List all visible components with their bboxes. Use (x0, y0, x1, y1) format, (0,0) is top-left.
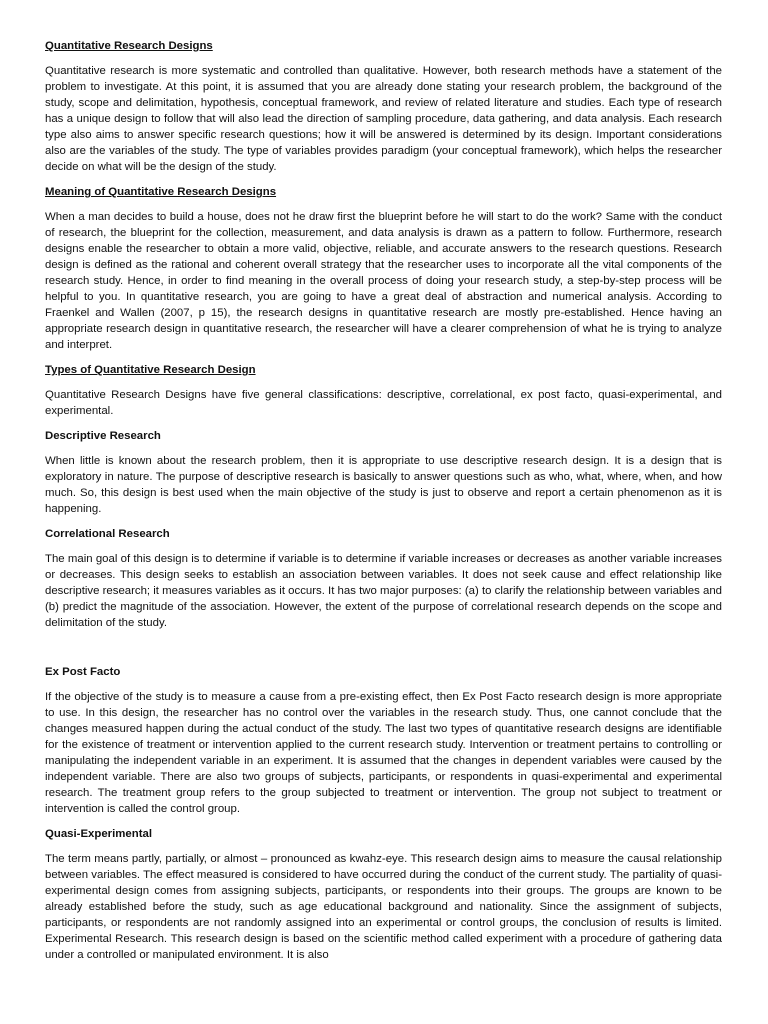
paragraph-correlational-research: The main goal of this design is to determine if variable is to determine if variable increases or decreases as another variable increases or decreases. This design seeks to establish an association between variables. It does not seek cause and effect relationship like descriptive research; it measures variables as it occurs. It has two major purposes: (a) to clarify the relationship between variables and (b) predict the magnitude of the association. However, the extent of the purpose of correlational research depends on the scope and delimitation of the study. (45, 553, 722, 629)
paragraph-descriptive-research: When little is known about the research problem, then it is appropriate to use descriptive research design. It is a design that is exploratory in nature. The purpose of descriptive research is basically to answer questions such as who, what, where, when, and how much. So, this design is best used when the main objective of the study is just to observe and report a certain phenomenon as it is happening. (45, 455, 722, 515)
paragraph-quasi-experimental: The term means partly, partially, or almost – pronounced as kwahz-eye. This research design aims to measure the causal relationship between variables. The effect measured is considered to have occurred during the conduct of the current study. The partiality of quasi-experimental design comes from assigning subjects, participants, or respondents into their groups. The groups are known to be already established before the study, such as age educational background and nationality. Since the assignment of subjects, participants, or respondents are not randomly assigned into an experimental or control groups, the conclusion of results is limited. Experimental Research. This research design is based on the scientific method called experiment with a procedure of gathering data under a controlled or manipulated environment. It is also (45, 853, 722, 961)
paragraph-types: Quantitative Research Designs have five general classifications: descriptive, correlational, ex post facto, quasi-experimental, and experimental. (45, 389, 722, 417)
paragraph-meaning: When a man decides to build a house, does not he draw first the blueprint before he will start to do the work? Same with the conduct of research, the blueprint for the collection, measurement, and data analysis is drawn as a pattern to follow. Furthermore, research designs enable the researcher to obtain a more valid, objective, reliable, and accurate answers to the research questions. Research design is defined as the rational and coherent overall strategy that the researcher uses to incorporate all the vital components of the research study. Hence, in order to find meaning in the overall process of doing your research study, a step-by-step process will be helpful to you. In quantitative research, you are going to have a great deal of abstraction and numerical analysis. According to Fraenkel and Wallen (2007, p 15), the research designs in quantitative research are mostly pre-established. Hence having an appropriate research design in quantitative research, the researcher will have a clearer comprehension of what he is trying to analyze and interpret. (45, 211, 722, 351)
vertical-gap (45, 640, 722, 664)
paragraph-ex-post-facto: If the objective of the study is to measure a cause from a pre-existing effect, then Ex Post Facto research design is more appropriate to use. In this design, the researcher has no control over the variables in the research study. Thus, one cannot conclude that the changes measured happen during the actual conduct of the study. The last two types of quantitative research designs are identifiable for the existence of treatment or intervention applied to the current research study. Intervention or treatment pertains to controlling or manipulating the independent variable in an experiment. It is assumed that the changes in dependent variables were caused by the independent variable. There are also two groups of subjects, participants, or respondents in quasi-experimental and experimental research. The treatment group refers to the group subjected to treatment or intervention. The group not subject to treatment or intervention is called the control group. (45, 691, 722, 815)
section-heading-correlational-research: Correlational Research (45, 528, 170, 540)
paragraph-quantitative-research-designs: Quantitative research is more systematic and controlled than qualitative. However, both research methods have a statement of the problem to investigate. At this point, it is assumed that you are already done stating your research problem, the background of the study, scope and delimitation, hypothesis, conceptual framework, and review of related literature and studies. Each type of research has a unique design to follow that will also lead the direction of sampling procedure, data gathering, and data analysis. Each research type also aims to answer specific research questions; how it will be answered is determined by its design. Important considerations also are the variables of the study. The type of variables provides paradigm (your conceptual framework), which helps the researcher decide on what will be the design of the study. (45, 65, 722, 173)
section-heading-quasi-experimental: Quasi-Experimental (45, 828, 152, 840)
section-heading-types: Types of Quantitative Research Design (45, 364, 256, 376)
section-heading-quantitative-research-designs: Quantitative Research Designs (45, 40, 213, 52)
section-heading-descriptive-research: Descriptive Research (45, 430, 161, 442)
section-heading-ex-post-facto: Ex Post Facto (45, 666, 121, 678)
section-heading-meaning: Meaning of Quantitative Research Designs (45, 186, 277, 198)
